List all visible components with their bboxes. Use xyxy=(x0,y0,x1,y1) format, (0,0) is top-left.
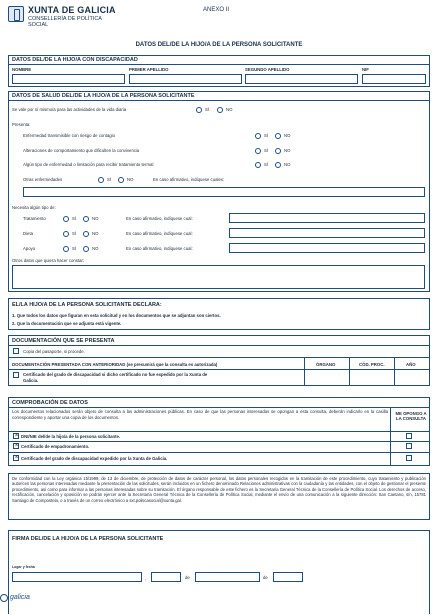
support-help-yes-radio[interactable] xyxy=(63,246,69,252)
self-care-yes-label: SÍ xyxy=(205,107,210,112)
galicia-logo-text: galicia xyxy=(10,594,30,601)
condition-behaviour-no-radio[interactable] xyxy=(275,148,281,154)
other-data-label: Otros datos que quiera hacer constar: xyxy=(12,258,85,263)
disability-cert-prev-label-1: Certificado del grado de discapacidad si dicho certificado no fue expedido por la Xunta de xyxy=(23,372,208,377)
col-organ-header: ÓRGANO xyxy=(316,362,336,367)
declaration-section xyxy=(8,298,430,330)
health-data-heading: DATOS DE SALUD DEL/DE LA HIJO/A DE LA PERSONA SOLICITANTE xyxy=(9,92,429,101)
self-care-yes-radio[interactable] xyxy=(196,107,202,113)
self-care-no-label: NO xyxy=(226,107,233,112)
condition-behaviour-yes-radio[interactable] xyxy=(255,148,261,154)
previous-docs-header: DOCUMENTACIÓN PRESENTADA CON ANTERIORIDAD (se presumirá que la consulta es autorizada) xyxy=(12,362,218,367)
support-help-field[interactable] xyxy=(229,243,425,253)
support-treatment-label: Tratamiento xyxy=(23,216,46,221)
support-help-no-radio[interactable] xyxy=(83,246,89,252)
department-name-line-2: SOCIAL xyxy=(28,22,49,29)
day-field[interactable] xyxy=(151,572,181,582)
declaration-item-2: 2. Que la documentación que se adjunta está vigente. xyxy=(12,321,122,326)
condition-thermal-yes-radio[interactable] xyxy=(255,162,261,168)
data-check-section xyxy=(8,397,430,466)
condition-thermal-no-radio[interactable] xyxy=(275,162,281,168)
support-diet-which-label: En caso afirmativo, indíquese cual: xyxy=(126,231,193,236)
check-heading-rule xyxy=(9,407,429,408)
condition-thermal-yes-label: SÍ xyxy=(264,162,269,167)
check-row-rule-2 xyxy=(9,441,429,442)
galicia-logo-icon xyxy=(0,594,8,602)
second-surname-field[interactable] xyxy=(245,74,358,84)
doc-row-rule-2 xyxy=(9,369,429,370)
department-name xyxy=(28,16,102,29)
signature-section xyxy=(8,530,430,614)
support-help-label: Apoyo xyxy=(23,246,36,251)
disability-cert-prev-checkbox[interactable] xyxy=(13,372,19,378)
doc-heading-rule xyxy=(9,345,429,346)
other-diseases-yes-radio[interactable] xyxy=(98,177,104,183)
condition-contagious-label: Enfermedad transmisible con riesgo de contagio xyxy=(23,133,115,138)
passport-label: Copia del pasaporte, si procede. xyxy=(23,349,85,354)
data-check-intro: Los documentos relacionados serán objeto de consulta a las administraciones públicas. En caso de que las personas interesadas se opongan a esta consulta, deberán indicarlo en la casilla correspondiente y aportar una copia de los documentos. xyxy=(12,409,388,420)
condition-thermal-no-label: NO xyxy=(284,162,291,167)
condition-behaviour-no-label: NO xyxy=(284,148,291,153)
support-treatment-no-label: NO xyxy=(92,216,99,221)
first-surname-label: PRIMER APELLIDO xyxy=(129,67,169,72)
first-surname-field[interactable] xyxy=(129,74,242,84)
other-diseases-which-label: En caso afirmativo, indíquese cuales: xyxy=(153,177,225,182)
other-diseases-field[interactable] xyxy=(23,187,425,197)
documentation-section xyxy=(8,335,430,386)
support-treatment-no-radio[interactable] xyxy=(83,216,89,222)
declaration-heading: EL/LA HIJO/A DE LA PERSONA SOLICITANTE DECLARA: xyxy=(12,302,162,308)
first-name-field[interactable] xyxy=(12,74,125,84)
doc-col-rule-1 xyxy=(304,357,305,385)
other-diseases-yes-label: SÍ xyxy=(107,177,112,182)
presents-label: Presenta: xyxy=(12,122,31,127)
date-de-1: de xyxy=(185,575,190,580)
self-care-question: Se vale por sí mismo/a para las actividades de la vida diaria xyxy=(12,107,127,112)
second-surname-label: SEGUNDO APELLIDO xyxy=(245,67,290,72)
department-name-line-1: CONSELLERÍA DE POLÍTICA xyxy=(28,16,102,22)
support-help-no-label: NO xyxy=(92,246,99,251)
support-diet-yes-label: SÍ xyxy=(72,231,77,236)
child-data-heading: DATOS DEL/DE LA HIJO/A CON DISCAPACIDAD xyxy=(9,56,429,65)
month-field[interactable] xyxy=(195,572,260,582)
disability-cert-prev-label-2: Galicia. xyxy=(23,378,39,383)
place-field[interactable] xyxy=(12,572,142,582)
support-help-which-label: En caso afirmativo, indíquese cual: xyxy=(126,246,193,251)
support-treatment-yes-label: SÍ xyxy=(72,216,77,221)
check-row-rule-1 xyxy=(9,431,429,432)
document-title: DATOS DEL/DE LA HIJO/A DE LA PERSONA SOLICITANTE xyxy=(135,42,303,48)
needs-support-label: Necesita algún tipo de: xyxy=(12,205,56,210)
nif-field[interactable] xyxy=(362,74,426,84)
condition-behaviour-label: Alteraciones de comportamiento que dificulten la convivencia xyxy=(23,148,140,153)
first-name-label: NOMBRE xyxy=(12,67,32,72)
census-item-label: Certificado de empadronamiento. xyxy=(21,444,90,449)
disability-oppose-checkbox[interactable] xyxy=(406,455,412,461)
dni-item-marker-icon xyxy=(13,433,19,439)
condition-behaviour-yes-label: SÍ xyxy=(264,148,269,153)
support-diet-no-radio[interactable] xyxy=(83,231,89,237)
support-diet-yes-radio[interactable] xyxy=(63,231,69,237)
condition-contagious-yes-radio[interactable] xyxy=(255,133,261,139)
col-year-header: AÑO xyxy=(406,362,416,367)
declaration-item-1: 1. Que todos los datos que figuran en esta solicitud y en los documentos que se adjuntan son ciertos. xyxy=(12,313,221,318)
xunta-logo-text: XUNTA DE GALICIA xyxy=(28,5,116,15)
other-diseases-no-label: NO xyxy=(127,177,134,182)
census-item-marker-icon xyxy=(13,443,19,449)
legal-text: De conformidad con la Ley orgánica 15/1999, de 13 de diciembre, de protección de datos de carácter personal, los datos personales recogidos en la tramitación de este procedimiento, cuyo tratamiento y publicación autoricen las personas interesadas mediante la presentación de las solicitudes, serán incluidos en un fichero denominado Relaciones administrativas con la ciudadanía y las entidades, con el objeto de gestionar el presente procedimiento, así como para informar a las personas interesadas sobre su tramitación. El órgano responsable de este fichero es la Secretaría General Técnica de la Consellería de Política Social. Los derechos de acceso, rectificación, cancelación y oposición se podrán ejercer ante la Secretaría General Técnica de la Consellería de Política Social, mediante el envío de una comunicación a la siguiente dirección: San Caetano, s/n, 15781 Santiago de Compostela, o a través de un correo electrónico a sxt.politicasocial@xunta.gal. xyxy=(12,476,426,503)
annex-label: ANEXO II xyxy=(203,7,230,13)
place-date-label: Lugar y fecha xyxy=(12,565,35,569)
col-code-header: CÓD. PROC. xyxy=(359,362,385,367)
passport-checkbox[interactable] xyxy=(13,348,19,354)
support-treatment-which-label: En caso afirmativo, indíquese cual: xyxy=(126,216,193,221)
support-diet-no-label: NO xyxy=(92,231,99,236)
check-col-rule xyxy=(390,407,391,466)
support-diet-label: Dieta xyxy=(23,231,34,236)
census-oppose-checkbox[interactable] xyxy=(406,443,412,449)
self-care-no-radio[interactable] xyxy=(217,107,223,113)
support-treatment-field[interactable] xyxy=(229,213,425,223)
signature-heading: FIRMA DEL/DE LA HIJO/A DE LA PERSONA SOLICITANTE xyxy=(12,536,164,542)
dni-oppose-checkbox[interactable] xyxy=(406,433,412,439)
child-data-section xyxy=(8,55,430,87)
support-treatment-yes-radio[interactable] xyxy=(63,216,69,222)
legal-section xyxy=(8,473,430,520)
doc-row-rule-1 xyxy=(9,357,429,358)
other-diseases-no-radio[interactable] xyxy=(118,177,124,183)
check-row-rule-3 xyxy=(9,452,429,453)
condition-thermal-label: Algún tipo de enfermedad o limitación para recibir tratamiento termal xyxy=(23,162,154,167)
oppose-consult-header: ME OPONGO A LA CONSULTA xyxy=(395,411,427,422)
doc-col-rule-2 xyxy=(349,357,350,385)
date-de-2: de xyxy=(263,575,268,580)
dni-item-label: DNI/NIE del/de la hijo/a de la persona solicitante. xyxy=(21,434,121,439)
other-diseases-label: Otras enfermedades xyxy=(23,177,63,182)
disability-item-label: Certificado del grado de discapacidad expedido por la Xunta de Galicia. xyxy=(21,456,168,461)
condition-contagious-no-radio[interactable] xyxy=(275,133,281,139)
other-data-field[interactable] xyxy=(12,265,425,289)
place-comma: , xyxy=(145,576,147,581)
disability-item-marker-icon xyxy=(13,455,19,461)
xunta-shield-icon xyxy=(8,6,24,22)
nif-label: NIF xyxy=(362,67,369,72)
documentation-heading: DOCUMENTACIÓN QUE SE PRESENTA xyxy=(12,338,115,344)
condition-contagious-no-label: NO xyxy=(284,133,291,138)
year-field[interactable] xyxy=(273,572,303,582)
condition-contagious-yes-label: SÍ xyxy=(264,133,269,138)
health-data-section xyxy=(8,91,430,292)
data-check-heading: COMPROBACIÓN DE DATOS xyxy=(12,400,88,406)
support-diet-field[interactable] xyxy=(229,228,425,238)
support-help-yes-label: SÍ xyxy=(72,246,77,251)
doc-col-rule-3 xyxy=(394,357,395,385)
